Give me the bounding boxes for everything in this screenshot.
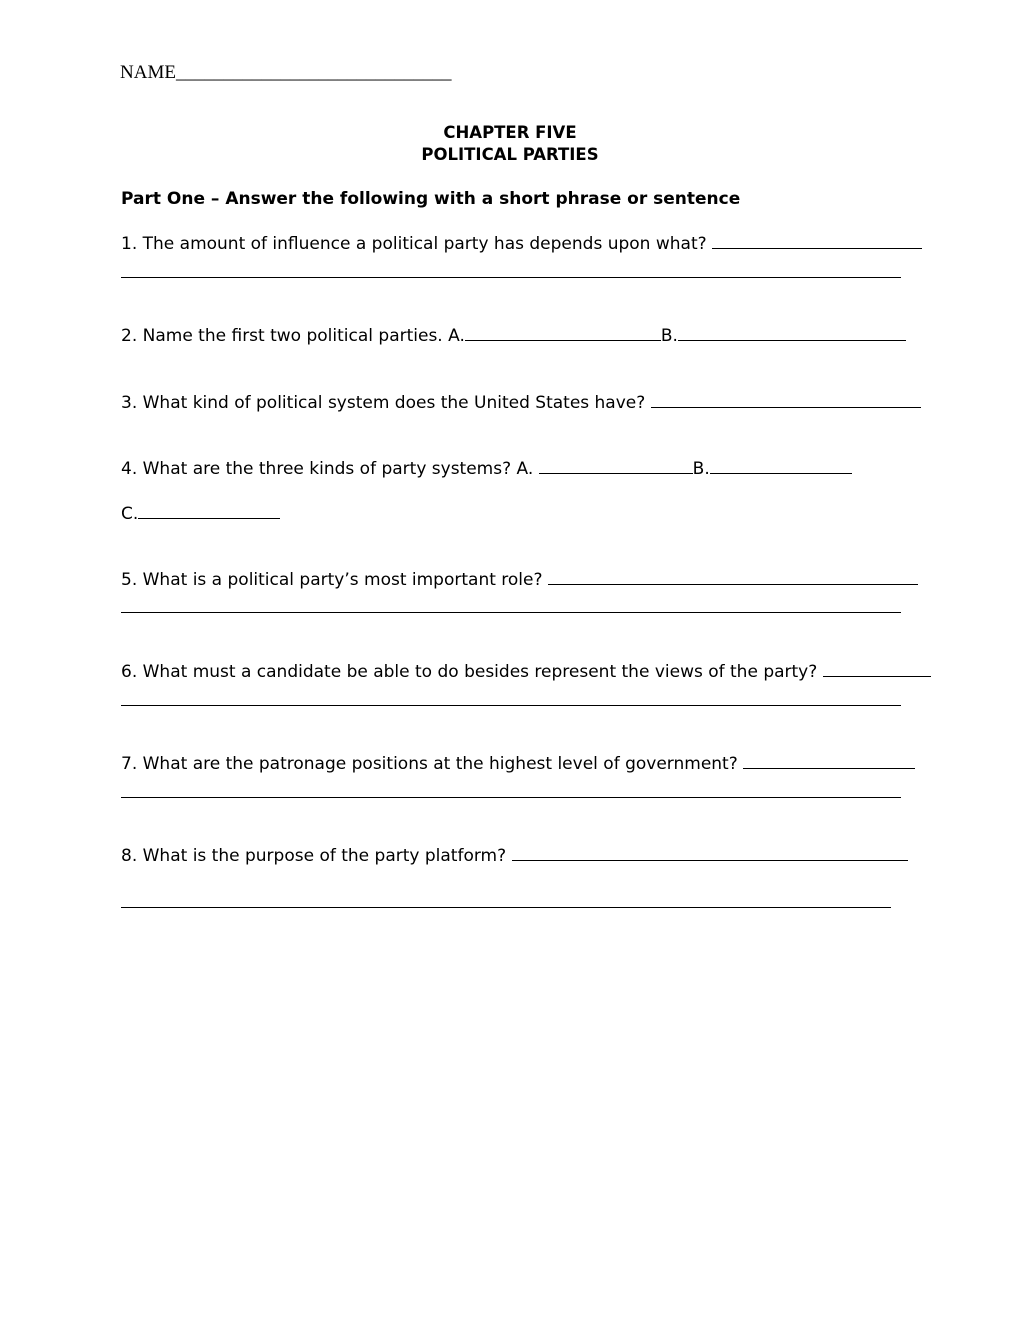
answer-4b-blank[interactable] — [710, 458, 852, 474]
answer-6-blank[interactable] — [823, 661, 931, 677]
name-label: NAME — [120, 62, 176, 83]
question-3-text: 3. What kind of political system does the United States have? — [121, 393, 646, 413]
question-6-text: 6. What must a candidate be able to do besides represent the views of the party? — [121, 662, 818, 682]
question-1 — [121, 233, 922, 254]
question-2 — [121, 325, 906, 346]
question-5-text: 5. What is a political party’s most important role? — [121, 570, 543, 590]
answer-2a-blank[interactable] — [465, 325, 661, 341]
answer-8-blank[interactable] — [512, 845, 908, 861]
question-8 — [121, 845, 908, 866]
question-4-text: 4. What are the three kinds of party systems? — [121, 459, 512, 479]
question-2-option-b: B. — [660, 326, 678, 346]
name-field[interactable] — [120, 62, 451, 84]
question-4-option-c: C. — [121, 504, 139, 524]
name-blank[interactable]: _____________________________ — [175, 62, 452, 83]
question-2-option-a: A. — [448, 326, 465, 346]
answer-7-blank[interactable] — [743, 753, 915, 769]
answer-2b-blank[interactable] — [678, 325, 906, 341]
question-2-text: 2. Name the first two political parties. — [121, 326, 443, 346]
question-4-option-b: B. — [692, 459, 710, 479]
question-7 — [121, 753, 915, 774]
chapter-title: CHAPTER FIVE — [443, 123, 577, 142]
answer-4c-blank[interactable] — [138, 503, 280, 519]
part-one-heading: Part One – Answer the following with a short phrase or sentence — [121, 189, 741, 209]
answer-1-line[interactable] — [121, 277, 901, 278]
question-4-continued — [121, 503, 280, 524]
question-7-text: 7. What are the patronage positions at the highest level of government? — [121, 754, 738, 774]
question-4 — [121, 458, 852, 479]
answer-3-blank[interactable] — [651, 392, 921, 408]
question-8-text: 8. What is the purpose of the party platform? — [121, 846, 507, 866]
answer-4a-blank[interactable] — [539, 458, 693, 474]
question-3 — [121, 392, 921, 413]
answer-5-line[interactable] — [121, 612, 901, 613]
question-6 — [121, 661, 931, 682]
answer-6-line[interactable] — [121, 705, 901, 706]
question-5 — [121, 569, 918, 590]
answer-1-blank[interactable] — [712, 233, 922, 249]
answer-5-blank[interactable] — [548, 569, 918, 585]
answer-7-line[interactable] — [121, 797, 901, 798]
question-4-option-a: A. — [516, 459, 534, 479]
question-1-text: 1. The amount of influence a political party has depends upon what? — [121, 234, 707, 254]
chapter-subtitle: POLITICAL PARTIES — [421, 145, 599, 164]
answer-8-line[interactable] — [121, 907, 891, 908]
